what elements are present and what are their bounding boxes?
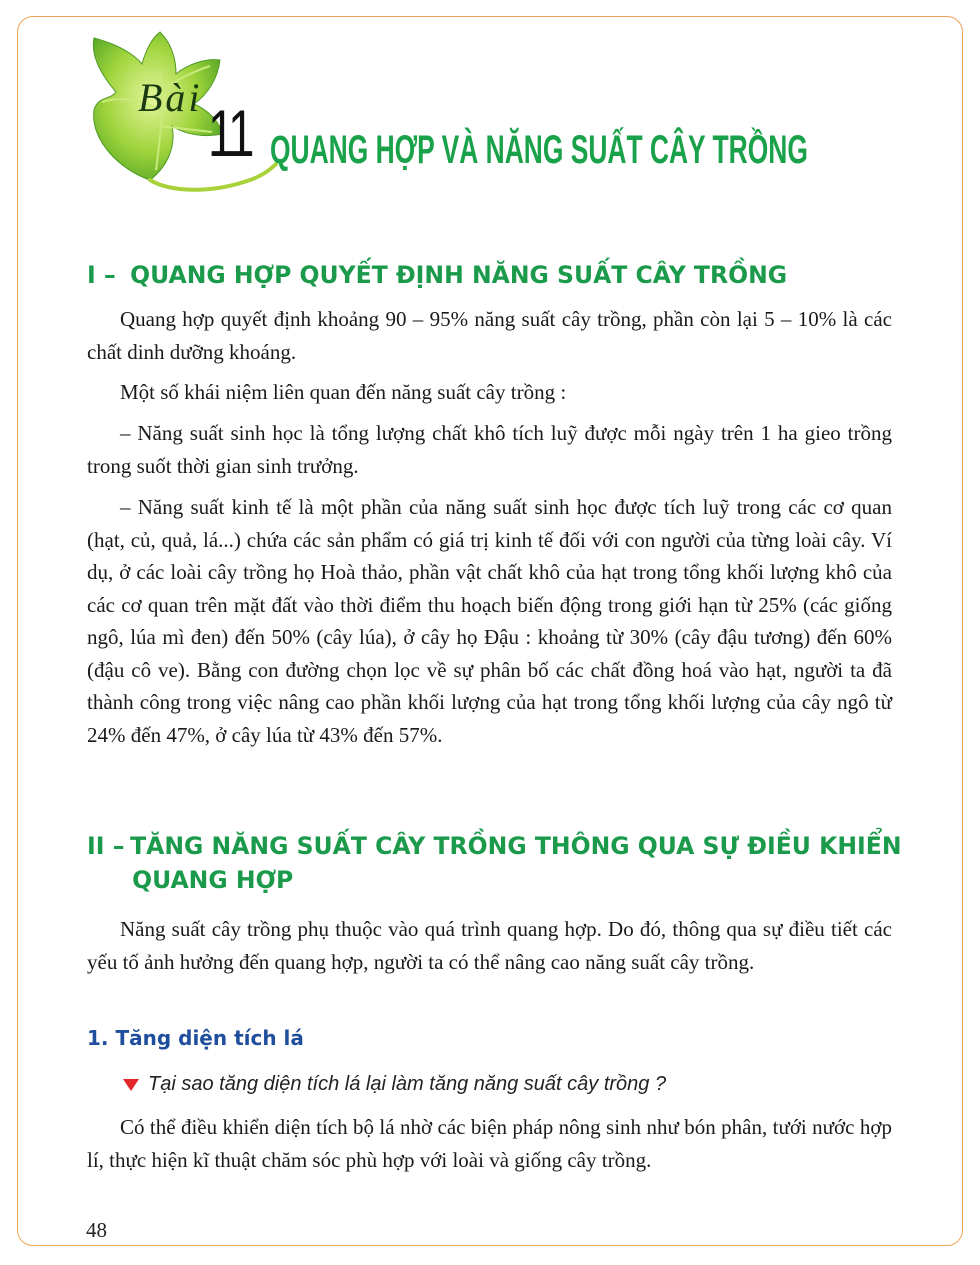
section-title-line1: TĂNG NĂNG SUẤT CÂY TRỒNG THÔNG QUA SỰ ĐIỀU KHIỂN (130, 832, 902, 860)
section-heading (87, 829, 902, 897)
section-number: I – (87, 261, 116, 289)
paragraph: Năng suất cây trồng phụ thuộc vào quá trình quang hợp. Do đó, thông qua sự điều tiết các yếu tố ảnh hưởng đến quang hợp, người ta có thể nâng cao năng suất cây trồng. (87, 917, 892, 974)
paragraph: – Năng suất sinh học là tổng lượng chất khô tích luỹ được mỗi ngày trên 1 ha gieo trồng trong suốt thời gian sinh trưởng. (87, 421, 892, 478)
section-number: II – (87, 832, 125, 860)
section-title: QUANG HỢP QUYẾT ĐỊNH NĂNG SUẤT CÂY TRỒNG (130, 261, 788, 289)
paragraph: Quang hợp quyết định khoảng 90 – 95% năng suất cây trồng, phần còn lại 5 – 10% là các chất dinh dưỡng khoáng. (87, 307, 892, 364)
question-prompt (122, 1073, 666, 1096)
paragraph: Một số khái niệm liên quan đến năng suất cây trồng : (120, 380, 567, 404)
section-title-line2: QUANG HỢP (132, 866, 294, 894)
section-heading (87, 261, 787, 289)
question-text: Tại sao tăng diện tích lá lại làm tăng năng suất cây trồng ? (148, 1073, 667, 1095)
paragraph: – Năng suất kinh tế là một phần của năng suất sinh học được tích luỹ trong các cơ quan (hạt, củ, quả, lá...) chứa các sản phẩm có giá trị kinh tế đối với con người của từng loài cây. Ví dụ, ở các loài cây trồng họ Hoà thảo, phần vật chất khô của hạt trong tổng khối lượng khô của các cơ quan trên mặt đất vào thời điểm thu hoạch biến động trong giới hạn từ 25% (các giống ngô, lúa mì đen) đến 50% (cây lúa), ở cây họ Đậu : khoảng từ 30% (cây đậu tương) đến 60% (đậu cô ve). Bằng con đường chọn lọc về sự phân bố các chất đồng hoá vào hạt, người ta đã thành công trong việc nâng cao phần khối lượng của hạt trong tổng khối lượng của cây ngô từ 24% đến 47%, ở cây lúa từ 43% đến 57%. (87, 495, 892, 747)
lesson-title: QUANG HỢP VÀ NĂNG SUẤT CÂY TRỒNG (270, 128, 808, 172)
subsection-heading: 1. Tăng diện tích lá (87, 1026, 304, 1050)
lesson-number: 11 (208, 96, 252, 170)
page-number: 48 (86, 1218, 107, 1242)
lesson-header (80, 30, 880, 200)
lesson-label: Bài (138, 75, 203, 120)
paragraph: Có thể điều khiển diện tích bộ lá nhờ các biện pháp nông sinh như bón phân, tưới nước hợp lí, thực hiện kĩ thuật chăm sóc phù hợp với loài và giống cây trồng. (87, 1115, 892, 1172)
triangle-marker-icon (122, 1078, 140, 1092)
